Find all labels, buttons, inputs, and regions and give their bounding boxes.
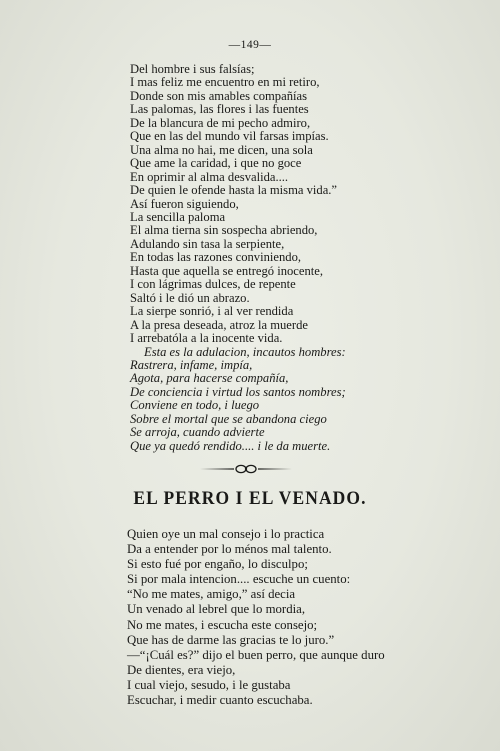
fable-line: “No me mates, amigo,” así decia <box>127 587 296 602</box>
poem-line: Hasta que aquella se entregó inocente, <box>130 263 324 278</box>
fable-line: —“¡Cuál es?” dijo el buen perro, que aunque duro <box>127 647 385 662</box>
fable-line: Que has de darme las gracias te lo juro.” <box>127 632 335 647</box>
poem-line: En oprimir al alma desvalida.... <box>130 169 289 184</box>
fable-line: Si esto fué por engaño, lo disculpo; <box>127 557 308 572</box>
page-number: —149— <box>228 39 272 51</box>
poem-line: Del hombre i sus falsías; <box>130 62 255 76</box>
poem-line: En todas las razones conviniendo, <box>130 250 302 265</box>
section-divider-ornament <box>198 462 294 476</box>
poem-moral-line: Que ya quedó rendido.... i le da muerte. <box>130 438 331 453</box>
poem-line: El alma tierna sin sospecha abriendo, <box>130 223 318 238</box>
poem-line: I con lágrimas dulces, de repente <box>130 277 296 292</box>
poem-moral-line: Conviene en todo, i luego <box>130 398 260 413</box>
fable-line: Un venado al lebrel que lo mordia, <box>127 602 306 617</box>
poem-line: La sierpe sonrió, i al ver rendida <box>130 304 294 319</box>
poem-moral-line: De conciencia i virtud los santos nombres; <box>130 384 346 399</box>
poem-line: I arrebatóla a la inocente vida. <box>130 331 283 346</box>
poem-line: Saltó i le dió un abrazo. <box>130 290 250 305</box>
fable-line: Da a entender por lo ménos mal talento. <box>127 542 332 557</box>
fable-line: Si por mala intencion.... escuche un cuento: <box>127 572 351 587</box>
poem-line: Las palomas, las flores i las fuentes <box>130 102 309 117</box>
poem-moral-line: Se arroja, cuando advierte <box>130 425 265 440</box>
poem-line: La sencilla paloma <box>130 209 226 224</box>
fable-block <box>127 527 457 708</box>
poem-line: Donde son mis amables compañías <box>130 88 307 103</box>
poem-line: A la presa deseada, atroz la muerde <box>130 317 308 332</box>
poem-moral-line: Esta es la adulacion, incautos hombres: <box>144 344 346 359</box>
poem-moral-line: Rastrera, infame, impía, <box>130 357 253 372</box>
poem-line: Que ame la caridad, i que no goce <box>130 156 302 171</box>
poem-line: Una alma no hai, me dicen, una sola <box>130 142 313 157</box>
poem-line: Que en las del mundo vil farsas impías. <box>130 129 329 144</box>
poem-line: De quien le ofende hasta la misma vida.” <box>130 183 338 198</box>
fable-line: De dientes, era viejo, <box>127 662 236 677</box>
poem-line: Adulando sin tasa la serpiente, <box>130 236 285 251</box>
fable-title: EL PERRO I EL VENADO. <box>133 488 367 509</box>
poem-moral-line: Agota, para hacerse compañía, <box>130 371 289 386</box>
fable-line: I cual viejo, sesudo, i le gustaba <box>127 677 291 692</box>
poem-line: I mas feliz me encuentro en mi retiro, <box>130 75 320 90</box>
poem-moral-line: Sobre el mortal que se abandona ciego <box>130 411 327 426</box>
poem-line: De la blancura de mi pecho admiro, <box>130 115 311 130</box>
fable-line: No me mates, i escucha este consejo; <box>127 617 318 632</box>
poem-block <box>130 63 450 453</box>
fable-line: Quien oye un mal consejo i lo practica <box>127 527 325 541</box>
fable-line: Escuchar, i medir cuanto escuchaba. <box>127 693 313 708</box>
poem-line: Así fueron siguiendo, <box>130 196 239 211</box>
